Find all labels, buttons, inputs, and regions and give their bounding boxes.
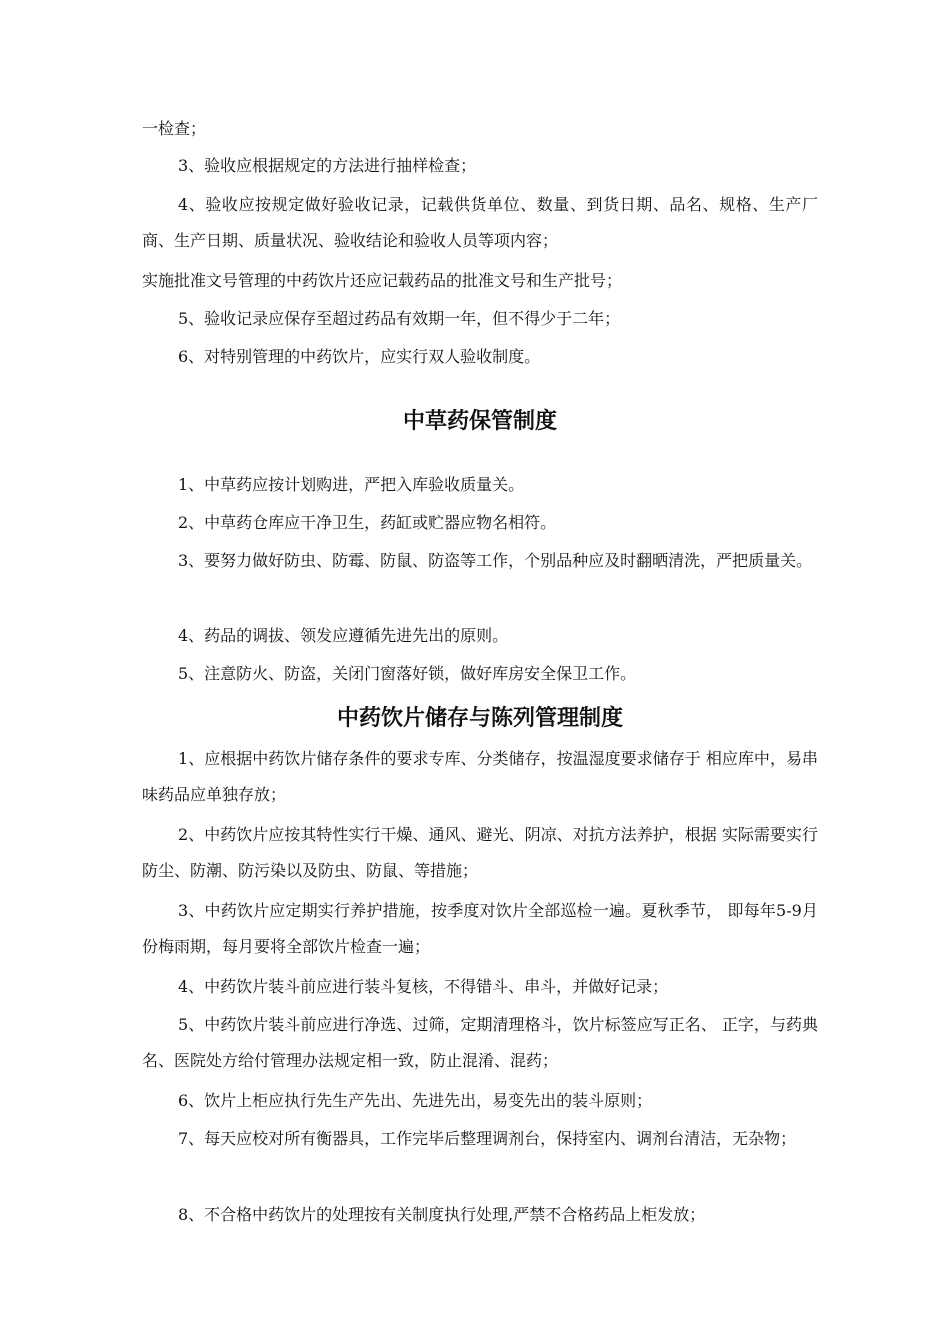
slice-storage-item-5: 5、中药饮片装斗前应进行净选、过筛，定期清理格斗，饮片标签应写正名、 正字，与药典名、医院处方给付管理办法规定相一致，防止混淆、混药； xyxy=(142,1015,818,1070)
slice-storage-item-6: 6、饮片上柜应执行先生产先出、先进先出，易变先出的装斗原则； xyxy=(178,1091,653,1110)
slice-storage-item-7: 7、每天应校对所有衡器具，工作完毕后整理调剂台，保持室内、调剂台清洁，无杂物； xyxy=(178,1129,797,1148)
acceptance-item-4: 4、验收应按规定做好验收记录，记载供货单位、数量、到货日期、品名、规格、生产厂商、生产日期、质量状况、验收结论和验收人员等项内容； xyxy=(142,195,818,250)
acceptance-item-5: 5、验收记录应保存至超过药品有效期一年，但不得少于二年； xyxy=(178,309,621,328)
herb-storage-item-3: 3、要努力做好防虫、防霉、防鼠、防盗等工作，个别品种应及时翻晒清洗，严把质量关。 xyxy=(178,551,813,570)
continuation-text: 一检查； xyxy=(142,119,207,138)
acceptance-item-4-note: 实施批准文号管理的中药饮片还应记载药品的批准文号和生产批号； xyxy=(142,271,623,290)
slice-storage-item-4: 4、中药饮片装斗前应进行装斗复核，不得错斗、串斗，并做好记录； xyxy=(178,977,669,996)
acceptance-item-3: 3、验收应根据规定的方法进行抽样检查； xyxy=(178,156,477,175)
herb-storage-item-1: 1、中草药应按计划购进，严把入库验收质量关。 xyxy=(178,475,525,494)
section-title-herb-storage: 中草药保管制度 xyxy=(402,408,557,434)
slice-storage-item-8: 8、不合格中药饮片的处理按有关制度执行处理,严禁不合格药品上柜发放； xyxy=(178,1205,706,1224)
herb-storage-item-4: 4、药品的调拔、领发应遵循先进先出的原则。 xyxy=(178,626,509,645)
section-title-slice-storage: 中药饮片储存与陈列管理制度 xyxy=(336,705,623,731)
herb-storage-item-5: 5、注意防火、防盗，关闭门窗落好锁，做好库房安全保卫工作。 xyxy=(178,664,637,683)
slice-storage-item-3: 3、中药饮片应定期实行养护措施，按季度对饮片全部巡检一遍。夏秋季节， 即每年5-9月份梅雨期，每月要将全部饮片检查一遍； xyxy=(142,901,818,956)
slice-storage-item-2: 2、中药饮片应按其特性实行干燥、通风、避光、阴凉、对抗方法养护，根据 实际需要实行防尘、防潮、防污染以及防虫、防鼠、等措施； xyxy=(142,825,818,880)
acceptance-item-6: 6、对特别管理的中药饮片，应实行双人验收制度。 xyxy=(178,347,541,366)
herb-storage-item-2: 2、中草药仓库应干净卫生，药缸或贮器应物名相符。 xyxy=(178,513,557,532)
slice-storage-item-1: 1、应根据中药饮片储存条件的要求专库、分类储存，按温湿度要求储存于 相应库中，易串味药品应单独存放； xyxy=(142,749,818,804)
